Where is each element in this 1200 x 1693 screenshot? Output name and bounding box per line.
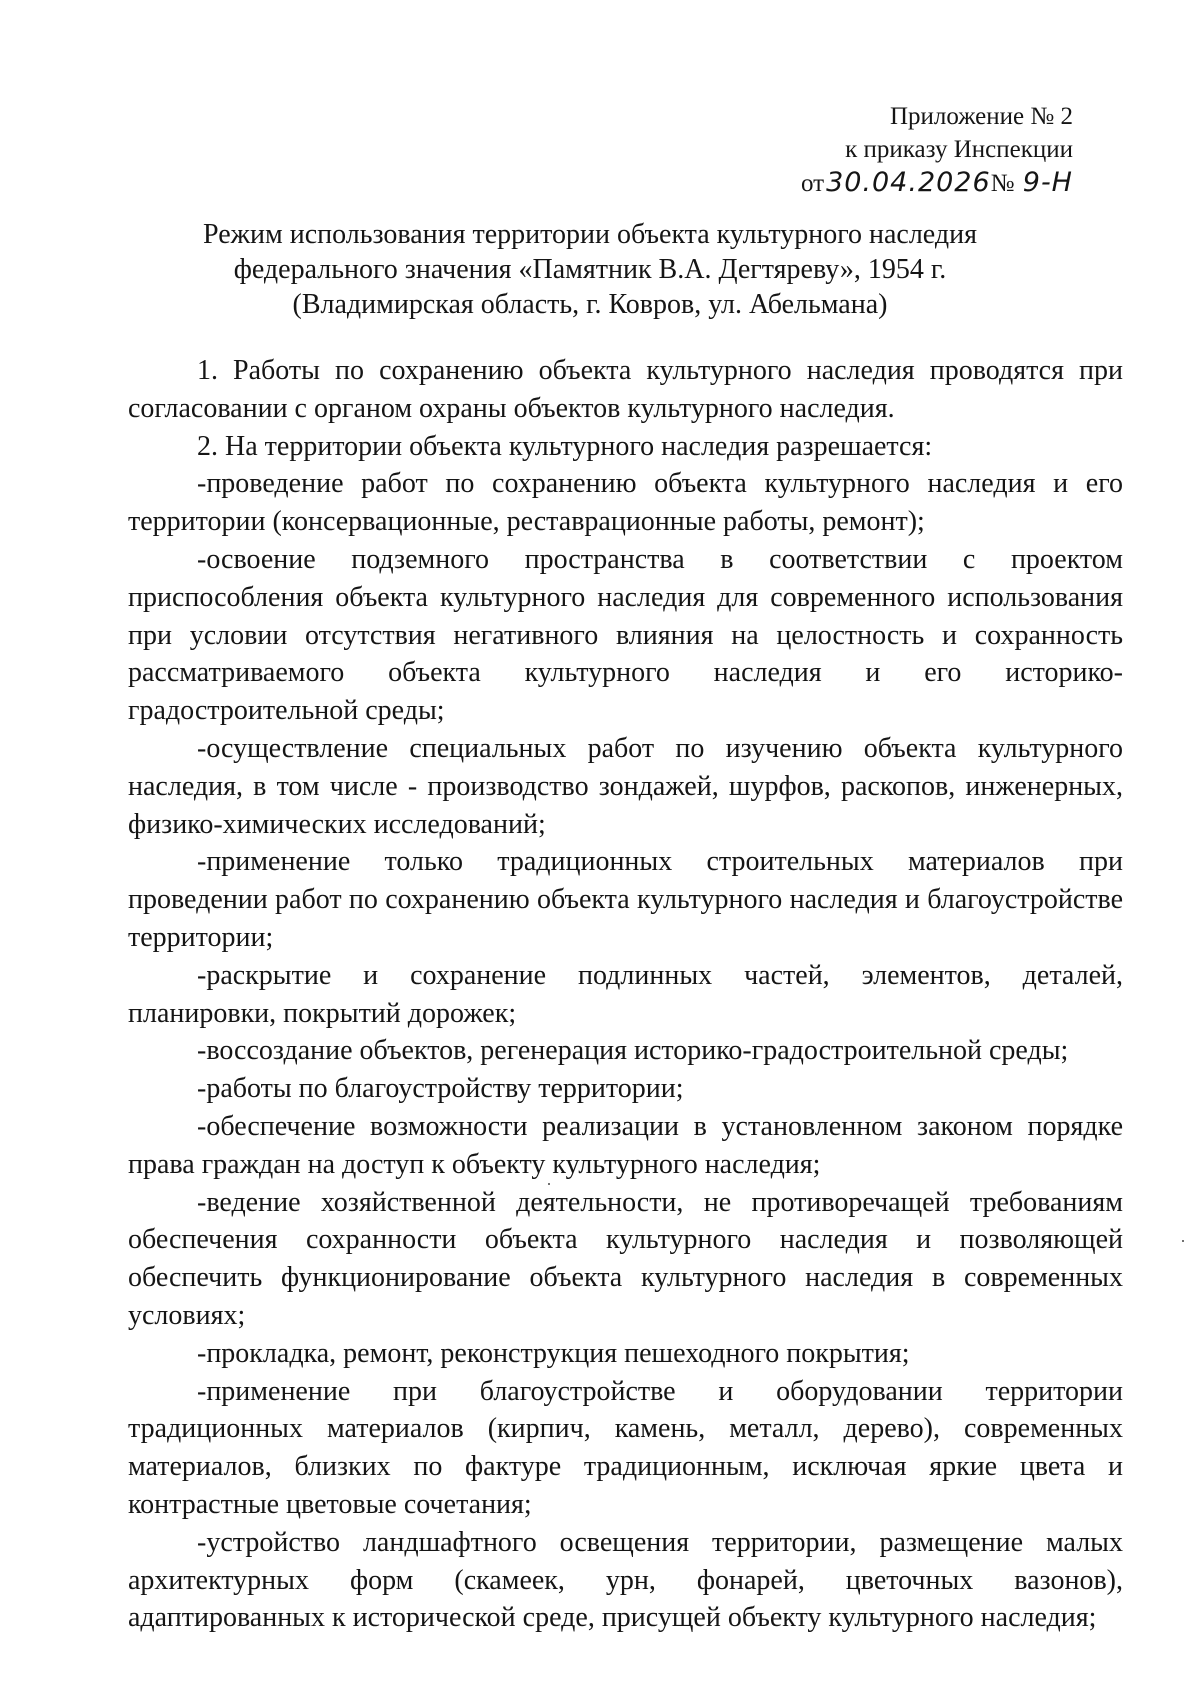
list-item: -устройство ландшафтного освещения территории, размещение малых архитектурных форм (скамеек, урн, фонарей, цветочных вазонов), адаптированных к исторической среде, присущей объекту культурного наследия; bbox=[128, 1526, 1123, 1634]
appendix-header bbox=[801, 100, 1073, 200]
list-item: -прокладка, ремонт, реконструкция пешеходного покрытия; bbox=[197, 1337, 910, 1369]
paragraph-2: 2. На территории объекта культурного наследия разрешается: bbox=[197, 430, 933, 462]
list-item: -ведение хозяйственной деятельности, не противоречащей требованиям обеспечения сохранности объекта культурного наследия и позволяющей обеспечить функционирование объекта культурного наследия в современных условиях; bbox=[128, 1186, 1123, 1331]
list-item: -работы по благоустройству территории; bbox=[197, 1073, 684, 1105]
list-item: -освоение подземного пространства в соответствии с проектом приспособления объекта культурного наследия для современного использования при условии отсутствия негативного влияния на целостность и сохранность рассматриваемого объекта культурного наследия и его историко-градостроительной среды; bbox=[128, 543, 1123, 727]
list-item: -осуществление специальных работ по изучению объекта культурного наследия, в том числе - производство зондажей, шурфов, раскопов, инженерных, физико-химических исследований; bbox=[128, 732, 1123, 840]
title-line-3: (Владимирская область, г. Ковров, ул. Абельмана) bbox=[292, 289, 888, 320]
list-item: -воссоздание объектов, регенерация историко-градостроительной среды; bbox=[197, 1035, 1069, 1067]
list-item: -проведение работ по сохранению объекта культурного наследия и его территории (консервационные, реставрационные работы, ремонт); bbox=[128, 468, 1123, 538]
list-item: -раскрытие и сохранение подлинных частей, элементов, деталей, планировки, покрытий дорожек; bbox=[128, 959, 1123, 1029]
list-item: -обеспечение возможности реализации в установленном законом порядке права граждан на доступ к объекту культурного наследия; bbox=[128, 1110, 1123, 1180]
document-title bbox=[120, 217, 1060, 322]
list-item: -применение только традиционных строительных материалов при проведении работ по сохранению объекта культурного наследия и благоустройстве территории; bbox=[128, 846, 1123, 953]
scan-speck bbox=[1182, 1240, 1184, 1242]
appendix-date-line bbox=[801, 166, 1073, 200]
handwritten-order-number: 9-Н bbox=[1022, 167, 1073, 198]
title-line-1: Режим использования территории объекта культурного наследия bbox=[203, 219, 977, 250]
scan-speck bbox=[548, 1183, 550, 1185]
appendix-number-label: № bbox=[990, 170, 1015, 197]
handwritten-date: 30.04.2026 bbox=[826, 167, 991, 198]
appendix-number: Приложение № 2 bbox=[889, 103, 1073, 130]
appendix-order-ref: к приказу Инспекции bbox=[845, 136, 1073, 163]
title-line-2: федерального значения «Памятник В.А. Дегтяреву», 1954 г. bbox=[233, 254, 947, 285]
paragraph-1: 1. Работы по сохранению объекта культурного наследия проводятся при согласовании с органом охраны объектов культурного наследия. bbox=[128, 355, 1123, 424]
appendix-date-prefix: от bbox=[800, 170, 825, 197]
list-item: -применение при благоустройстве и оборудовании территории традиционных материалов (кирпич, камень, металл, дерево), современных материалов, близких по фактуре традиционным, исключая яркие цвета и контрастные цветовые сочетания; bbox=[128, 1375, 1123, 1520]
document-body bbox=[128, 352, 1123, 1637]
